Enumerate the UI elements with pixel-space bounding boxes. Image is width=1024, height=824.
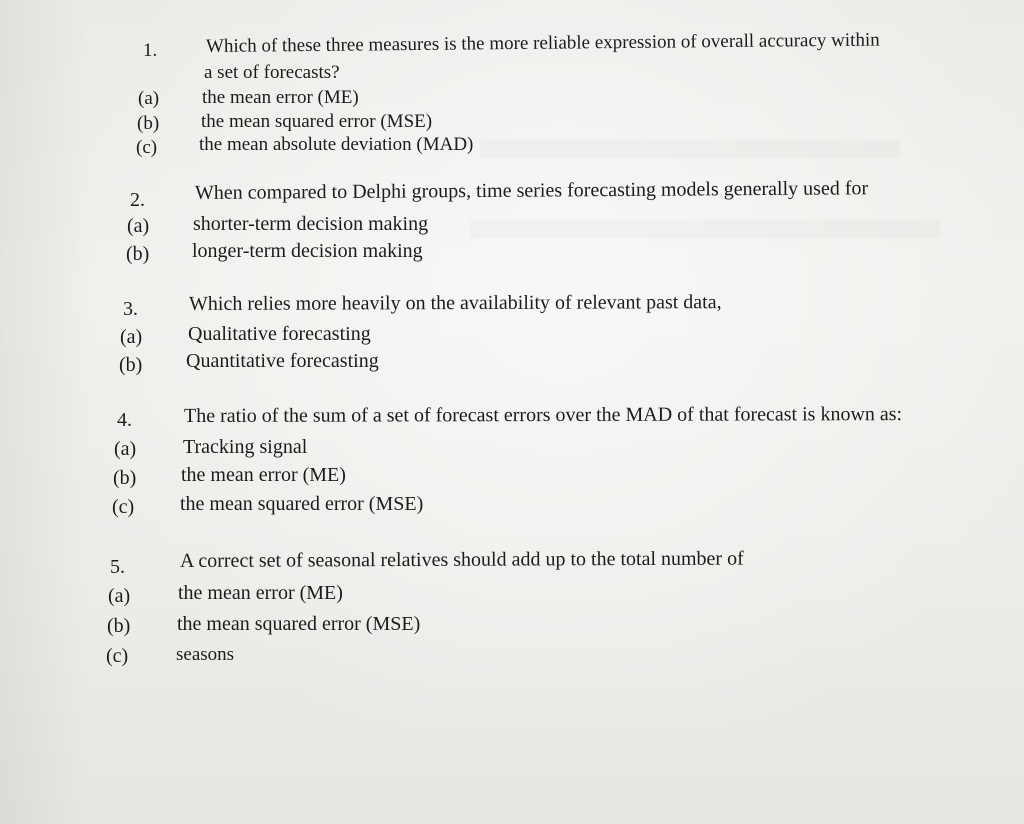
- question-stem: Which relies more heavily on the availability of relevant past data,: [188, 291, 722, 315]
- option-text: the mean error (ME): [181, 464, 346, 486]
- option-text: the mean error (ME): [178, 582, 343, 604]
- question-stem: Which of these three measures is the more reliable expression of overall accuracy within: [205, 29, 880, 57]
- option-label: (c): [106, 645, 129, 667]
- option-label: (c): [112, 496, 135, 518]
- option-label: (b): [137, 113, 160, 134]
- option-text: the mean squared error (MSE): [177, 613, 421, 635]
- option-text: Tracking signal: [183, 436, 308, 458]
- option-text: the mean squared error (MSE): [180, 493, 424, 515]
- question-stem: The ratio of the sum of a set of forecast errors over the MAD of that forecast is known as:: [183, 403, 903, 427]
- question-stem: A correct set of seasonal relatives should add up to the total number of: [179, 547, 744, 572]
- question-stem-continued: a set of forecasts?: [204, 62, 340, 83]
- question-number: 2.: [130, 189, 145, 211]
- option-label: (b): [119, 354, 143, 376]
- edge-shadow: [0, 0, 90, 824]
- option-label: (c): [136, 137, 158, 158]
- option-text: the mean error (ME): [202, 87, 359, 108]
- option-text: the mean squared error (MSE): [201, 111, 433, 132]
- question-stem: When compared to Delphi groups, time series forecasting models generally used for: [194, 177, 869, 204]
- bleed-through-mark: [470, 220, 940, 238]
- option-label: (a): [127, 215, 150, 237]
- option-text: seasons: [176, 644, 235, 665]
- option-text: Qualitative forecasting: [188, 323, 371, 345]
- bleed-through-mark: [480, 140, 900, 158]
- question-number: 5.: [110, 556, 125, 578]
- option-label: (a): [108, 585, 131, 607]
- option-label: (b): [107, 615, 131, 637]
- question-number: 4.: [117, 409, 132, 431]
- option-text: Quantitative forecasting: [186, 350, 379, 372]
- option-label: (a): [120, 326, 143, 348]
- option-label: (a): [138, 88, 160, 109]
- question-number: 1.: [143, 40, 158, 61]
- option-label: (a): [114, 438, 137, 460]
- option-text: shorter-term decision making: [193, 213, 429, 235]
- option-text: longer-term decision making: [192, 240, 423, 262]
- option-label: (b): [113, 467, 137, 489]
- option-label: (b): [126, 243, 150, 265]
- option-text: the mean absolute deviation (MAD): [199, 134, 474, 155]
- question-number: 3.: [123, 298, 138, 320]
